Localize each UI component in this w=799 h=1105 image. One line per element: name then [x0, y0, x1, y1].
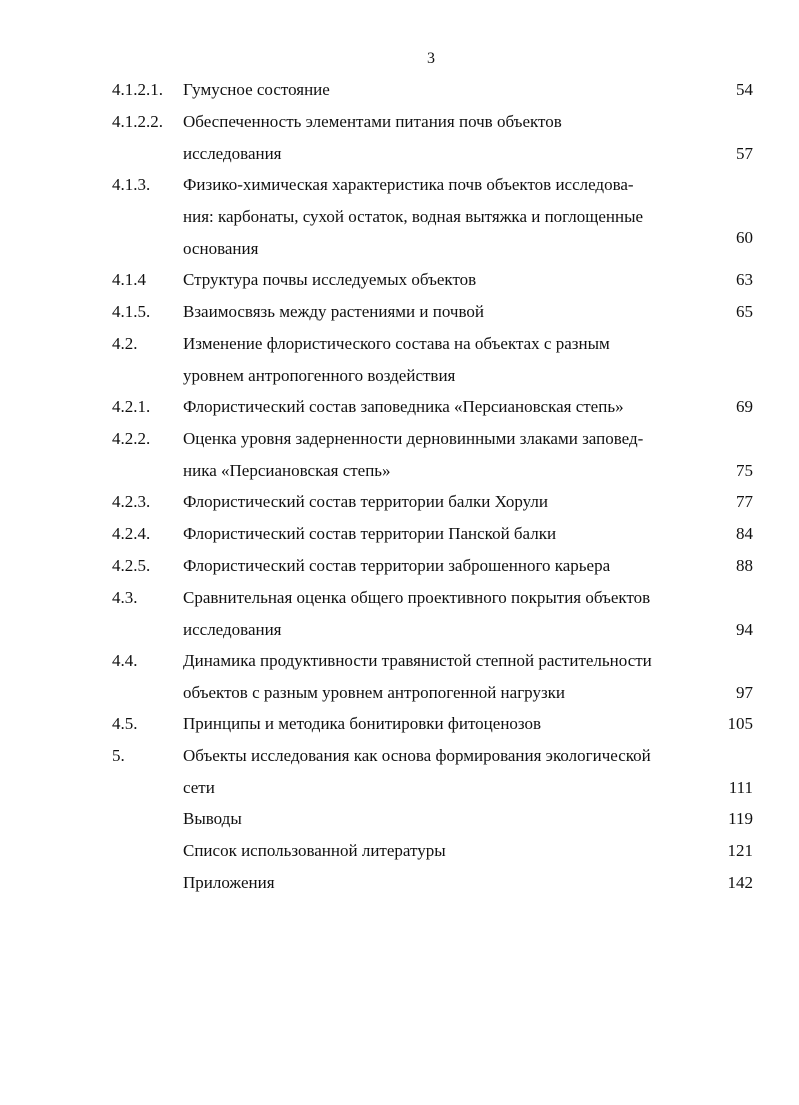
toc-entry-title-line: исследования — [183, 620, 282, 639]
toc-entry-number: 4.2.2. — [112, 429, 151, 448]
toc-entry-number: 4.1.2.1. — [112, 80, 163, 99]
toc-entry-title-line: Динамика продуктивности травянистой степной растительности — [183, 651, 652, 670]
toc-entry-title-line: Структура почвы исследуемых объектов — [183, 270, 477, 289]
toc-entry-number: 5. — [112, 746, 125, 765]
toc-entry-title-line: Изменение флористического состава на объектах с разным — [183, 334, 610, 353]
toc-entry-title-line: основания — [183, 239, 259, 258]
toc-entry-title-line: уровнем антропогенного воздействия — [183, 366, 456, 385]
toc-entry-title-line: Принципы и методика бонитировки фитоценозов — [183, 714, 542, 733]
toc-entry-title-line: Физико-химическая характеристика почв объектов исследова- — [183, 175, 634, 194]
toc-entry-page-number: 119 — [728, 809, 753, 828]
toc-entry-page-number: 111 — [728, 778, 753, 797]
toc-entry-number: 4.5. — [112, 714, 138, 733]
toc-entry-number: 4.1.3. — [112, 175, 151, 194]
toc-entry-title-line: Взаимосвязь между растениями и почвой — [183, 302, 484, 321]
toc-entry-title-line: Сравнительная оценка общего проективного покрытия объектов — [183, 588, 651, 607]
toc-entry-number: 4.1.5. — [112, 302, 151, 321]
toc-entry-page-number: 97 — [736, 683, 753, 702]
toc-entry-page-number: 69 — [736, 397, 753, 416]
toc-entry-title-line: Флористический состав заповедника «Персиановская степь» — [183, 397, 624, 416]
toc-entry-page-number: 75 — [736, 461, 753, 480]
toc-entry-number: 4.1.4 — [112, 270, 146, 289]
toc-entry-title-line: Флористический состав территории балки Хорули — [183, 492, 548, 511]
toc-entry-number: 4.2.5. — [112, 556, 151, 575]
toc-entry-title-line: Гумусное состояние — [183, 80, 330, 99]
toc-entry-page-number: 57 — [736, 144, 753, 163]
toc-entry-title-line: объектов с разным уровнем антропогенной нагрузки — [183, 683, 566, 702]
toc-entry-title-line: исследования — [183, 144, 282, 163]
toc-entry-title-line: ника «Персиановская степь» — [183, 461, 391, 480]
toc-entry-page-number: 121 — [727, 841, 753, 860]
toc-entry-title-line: сети — [183, 778, 215, 797]
toc-entry-number: 4.2.3. — [112, 492, 151, 511]
toc-entry-page-number: 84 — [736, 524, 753, 543]
page-number: 3 — [427, 50, 435, 67]
toc-entry-number: 4.3. — [112, 588, 138, 607]
toc-entry-page-number: 142 — [727, 873, 753, 892]
toc-entry-title-line: Объекты исследования как основа формирования экологической — [183, 746, 651, 765]
toc-entry-page-number: 77 — [736, 492, 753, 511]
toc-entry-title-line: ния: карбонаты, сухой остаток, водная вытяжка и поглощенные — [183, 207, 644, 226]
toc-entry-page-number: 60 — [736, 228, 753, 247]
toc-entry-number: 4.2.4. — [112, 524, 151, 543]
toc-entry-page-number: 65 — [736, 302, 753, 321]
toc-entry-page-number: 88 — [736, 556, 753, 575]
toc-entry-page-number: 94 — [736, 620, 753, 639]
toc-entry-title-line: Обеспеченность элементами питания почв объектов — [183, 112, 562, 131]
toc-entry-number: 4.4. — [112, 651, 138, 670]
toc-entry-title-line: Флористический состав территории Панской балки — [183, 524, 557, 543]
toc-entry-page-number: 63 — [736, 270, 753, 289]
toc-entry-title-line: Оценка уровня задерненности дерновинными злаками заповед- — [183, 429, 644, 448]
toc-entry-title-line: Список использованной литературы — [183, 841, 446, 860]
toc-entry-title-line: Флористический состав территории заброшенного карьера — [183, 556, 611, 575]
toc-entry-number: 4.2.1. — [112, 397, 151, 416]
toc-entry-title-line: Приложения — [183, 873, 275, 892]
toc-entry-title-line: Выводы — [183, 809, 242, 828]
toc-entry-number: 4.2. — [112, 334, 138, 353]
toc-entry-number: 4.1.2.2. — [112, 112, 163, 131]
toc-entry-page-number: 54 — [736, 80, 753, 99]
toc-entry-page-number: 105 — [727, 714, 753, 733]
